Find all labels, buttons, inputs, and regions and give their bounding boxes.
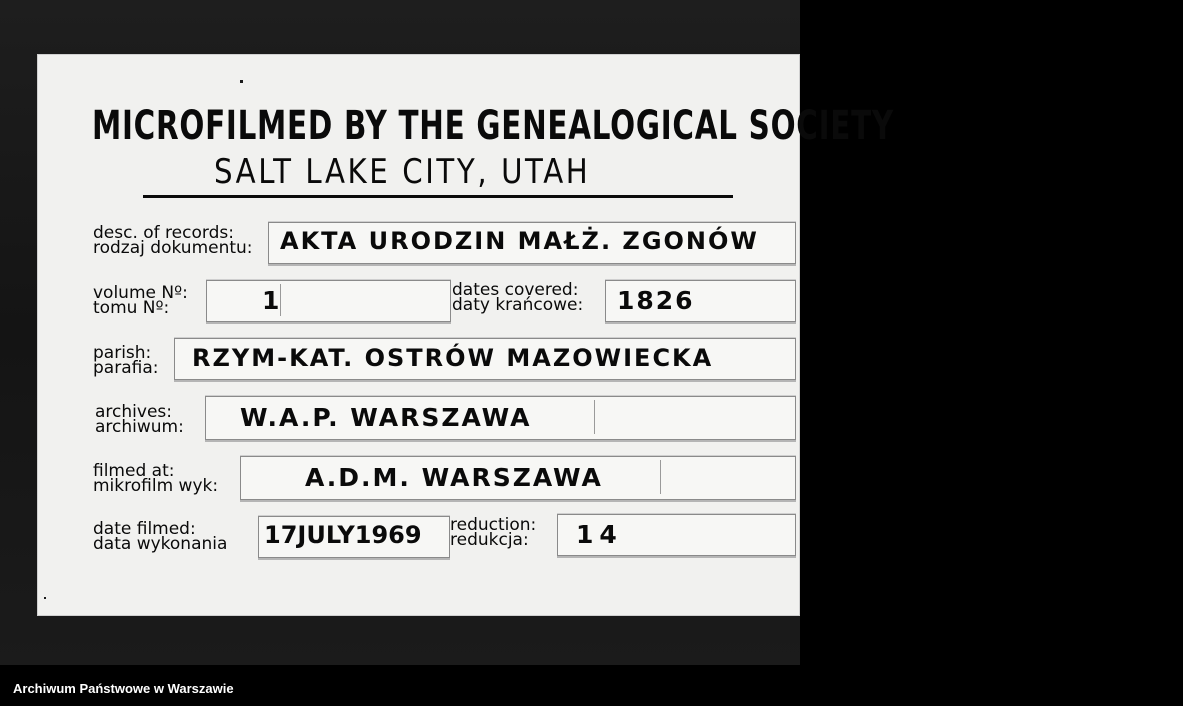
reduction-label-en: reduction:: [450, 515, 537, 535]
archives-field-divider: [594, 400, 595, 434]
date-filmed-label-pl: data wykonania: [93, 534, 228, 554]
parish-label-pl: parafia:: [93, 358, 159, 378]
date-filmed-label: [93, 519, 228, 554]
parish-label-en: parish:: [93, 343, 152, 363]
filmed-at-label: [93, 461, 219, 496]
reduction-value: 14: [576, 520, 623, 549]
desc-value: AKTA URODZIN MAŁŻ. ZGONÓW: [280, 227, 759, 255]
dates-label-en: dates covered:: [452, 280, 579, 300]
card-subtitle-text: SALT LAKE CITY, UTAH: [214, 152, 591, 192]
volume-value: 1: [262, 286, 282, 315]
card-title-text: MICROFILMED BY THE GENEALOGICAL SOCIETY: [92, 103, 894, 149]
card-subtitle: [214, 152, 652, 192]
dates-value: 1826: [617, 286, 695, 315]
filmed-at-label-pl: mikrofilm wyk:: [93, 476, 219, 496]
volume-label-pl: tomu Nº:: [93, 298, 170, 318]
desc-label: [93, 223, 253, 258]
volume-label-en: volume Nº:: [93, 283, 188, 303]
volume-label: [93, 283, 188, 318]
dates-label-pl: daty krańcowe:: [452, 295, 584, 315]
dates-label: [452, 280, 584, 315]
filmed-at-field-divider: [660, 460, 661, 494]
reduction-label-pl: redukcja:: [450, 530, 529, 550]
filmed-at-label-en: filmed at:: [93, 461, 175, 481]
card-title: [92, 103, 894, 153]
archives-value: W.A.P. WARSZAWA: [240, 403, 532, 432]
archives-label-en: archives:: [95, 402, 172, 422]
date-filmed-value: 17JULY1969: [264, 521, 422, 549]
title-divider: [143, 195, 733, 198]
filmed-at-value: A.D.M. WARSZAWA: [305, 463, 603, 492]
parish-label: [93, 343, 159, 378]
archive-credit: Archiwum Państwowe w Warszawie: [13, 681, 234, 696]
desc-label-pl: rodzaj dokumentu:: [93, 238, 253, 258]
desc-label-en: desc. of records:: [93, 223, 234, 243]
film-speck: [44, 597, 46, 599]
parish-value: RZYM-KAT. OSTRÓW MAZOWIECKA: [192, 344, 714, 372]
archives-label: [95, 402, 184, 437]
date-filmed-label-en: date filmed:: [93, 519, 196, 539]
volume-field: [206, 280, 451, 322]
film-speck: [240, 80, 243, 83]
archives-label-pl: archiwum:: [95, 417, 184, 437]
reduction-label: [450, 515, 537, 550]
